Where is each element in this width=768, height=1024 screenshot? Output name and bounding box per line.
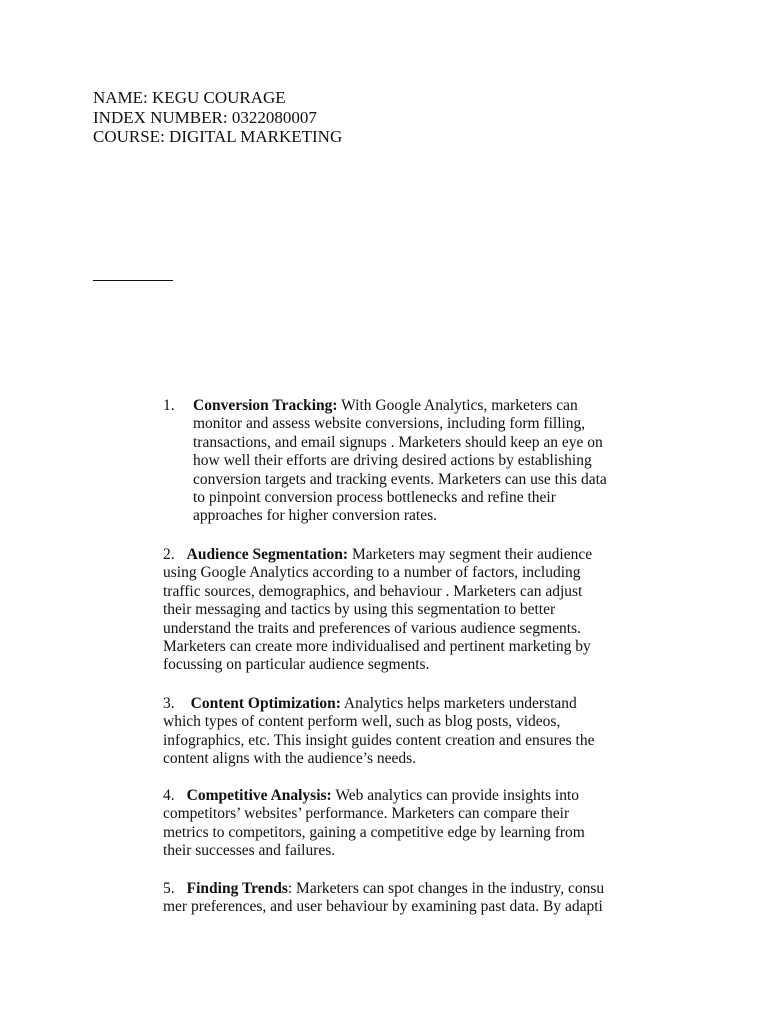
list-item-title: Finding Trends <box>186 880 288 897</box>
list-item-text: transactions, and email signups . Marketers should keep an eye on <box>193 433 603 451</box>
course-name: COURSE: DIGITAL MARKETING <box>93 127 343 146</box>
list-item-text: their successes and failures. <box>163 842 336 860</box>
list-item-text: approaches for higher conversion rates. <box>193 507 438 525</box>
list-item-text: Marketers can create more individualised and pertinent marketing by <box>163 638 591 656</box>
list-item-title: Content Optimization: <box>190 695 341 712</box>
list-item-title-colon: : <box>287 880 293 897</box>
list-item-text: Marketers can spot changes in the industry, consu <box>296 880 605 897</box>
list-item-number: 1. <box>163 397 175 414</box>
list-item-audience-segmentation <box>163 546 683 675</box>
horizontal-rule <box>93 280 173 281</box>
list-item-title: Conversion Tracking: <box>193 397 338 414</box>
list-item-conversion-tracking <box>163 397 683 526</box>
list-item-content-optimization <box>163 695 683 769</box>
list-item-text: their messaging and tactics by using this segmentation to better <box>163 601 556 619</box>
list-item-text: Marketers may segment their audience <box>351 546 593 563</box>
list-item-number: 4. <box>163 787 175 804</box>
list-item-text: Analytics helps marketers understand <box>343 695 577 712</box>
list-item-text: competitors’ websites’ performance. Marketers can compare their <box>163 805 570 823</box>
list-item-number: 2. <box>163 546 175 563</box>
list-item-text: which types of content perform well, such as blog posts, videos, <box>163 713 561 731</box>
list-item-text: infographics, etc. This insight guides content creation and ensures the <box>163 731 595 749</box>
list-item-number: 3. <box>163 695 175 712</box>
list-item-text: mer preferences, and user behaviour by examining past data. By adapti <box>163 898 603 916</box>
list-item-text: Web analytics can provide insights into <box>335 787 580 804</box>
list-item-text: monitor and assess website conversions, including form filling, <box>193 415 586 433</box>
list-item-text: conversion targets and tracking events. Marketers can use this data <box>193 470 607 488</box>
student-name: NAME: KEGU COURAGE <box>93 88 286 107</box>
list-item-text: content aligns with the audience’s needs. <box>163 750 417 768</box>
list-item-text: how well their efforts are driving desired actions by establishing <box>193 452 592 470</box>
list-item-competitive-analysis <box>163 787 683 861</box>
index-number: INDEX NUMBER: 0322080007 <box>93 107 317 127</box>
list-item-text: traffic sources, demographics, and behaviour . Marketers can adjust <box>163 582 583 600</box>
list-item-title: Competitive Analysis: <box>186 787 332 804</box>
list-item-text: With Google Analytics, marketers can <box>341 397 578 414</box>
list-item-text: metrics to competitors, gaining a competitive edge by learning from <box>163 823 585 841</box>
list-item-text: focussing on particular audience segments. <box>163 656 430 674</box>
list-item-title: Audience Segmentation: <box>186 546 349 563</box>
list-item-finding-trends <box>163 880 683 917</box>
list-item-text: to pinpoint conversion process bottlenecks and refine their <box>193 489 556 507</box>
list-item-text: using Google Analytics according to a number of factors, including <box>163 564 581 582</box>
document-header <box>93 88 342 147</box>
list-item-number: 5. <box>163 880 175 897</box>
list-item-text: understand the traits and preferences of various audience segments. <box>163 619 581 637</box>
